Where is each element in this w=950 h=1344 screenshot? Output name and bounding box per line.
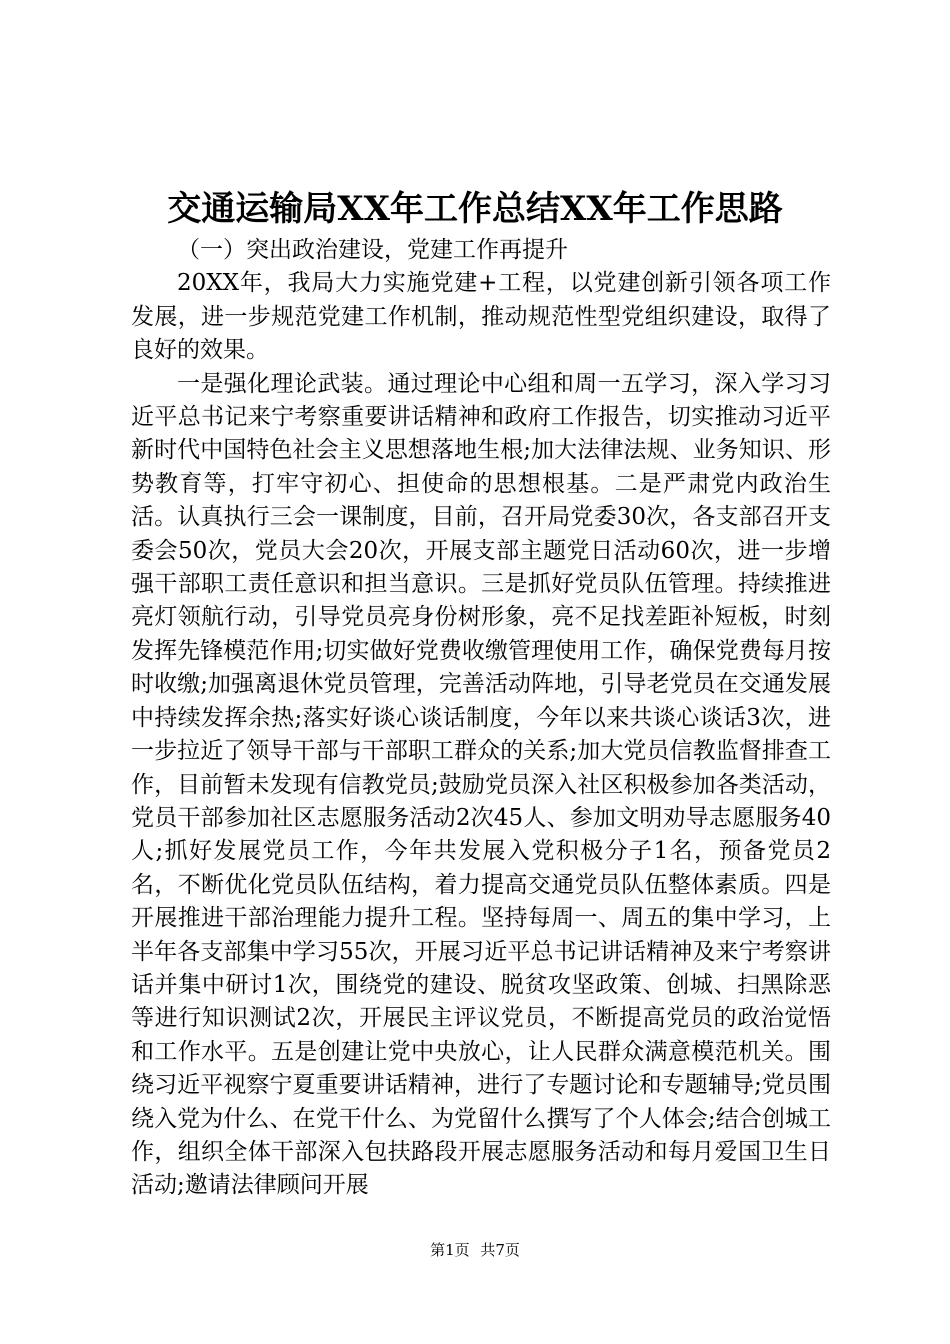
paragraph: 20XX年，我局大力实施党建+工程，以党建创新引领各项工作发展，进一步规范党建工作机制，推动规范性型党组织建设，取得了良好的效果。 — [131, 270, 831, 364]
document-body — [131, 234, 831, 1203]
section-heading: （一）突出政治建设，党建工作再提升 — [177, 237, 568, 263]
paragraph: 一是强化理论武装。通过理论中心组和周一五学习，深入学习习近平总书记来宁考察重要讲话精神和政府工作报告，切实推动习近平新时代中国特色社会主义思想落地生根;加大法律法规、业务知识、形势教育等，打牢守初心、担使命的思想根基。二是严肃党内政治生活。认真执行三会一课制度，目前，召开局党委30次，各支部召开支委会50次，党员大会20次，开展支部主题党日活动60次，进一步增强干部职工责任意识和担当意识。三是抓好党员队伍管理。持续推进亮灯领航行动，引导党员亮身份树形象，亮不足找差距补短板，时刻发挥先锋模范作用;切实做好党费收缴管理使用工作，确保党费每月按时收缴;加强离退休党员管理，完善活动阵地，引导老党员在交通发展中持续发挥余热;落实好谈心谈话制度，今年以来共谈心谈话3次，进一步拉近了领导干部与干部职工群众的关系;加大党员信教监督排查工作，目前暂未发现有信教党员;鼓励党员深入社区积极参加各类活动，党员干部参加社区志愿服务活动2次45人、参加文明劝导志愿服务40人;抓好发展党员工作，今年共发展入党积极分子1名，预备党员2名，不断优化党员队伍结构，着力提高交通党员队伍整体素质。四是开展推进干部治理能力提升工程。坚持每周一、周五的集中学习，上半年各支部集中学习55次，开展习近平总书记讲话精神及来宁考察讲话并集中研讨1次，围绕党的建设、脱贫攻坚政策、创城、扫黑除恶等进行知识测试2次，开展民主评议党员，不断提高党员的政治觉悟和工作水平。五是创建让党中央放心，让人民群众满意模范机关。围绕习近平视察宁夏重要讲话精神，进行了专题讨论和专题辅导;党员围绕入党为什么、在党干什么、为党留什么撰写了个人体会;结合创城工作，组织全体干部深入包扶路段开展志愿服务活动和每月爱国卫生日活动;邀请法律顾问开展 — [131, 370, 831, 1199]
page-total: 共7页 — [480, 1241, 520, 1259]
page-number: 第1页 — [430, 1241, 470, 1259]
document-title: 交通运输局XX年工作总结XX年工作思路 — [167, 189, 783, 229]
page-footer — [0, 1240, 950, 1260]
